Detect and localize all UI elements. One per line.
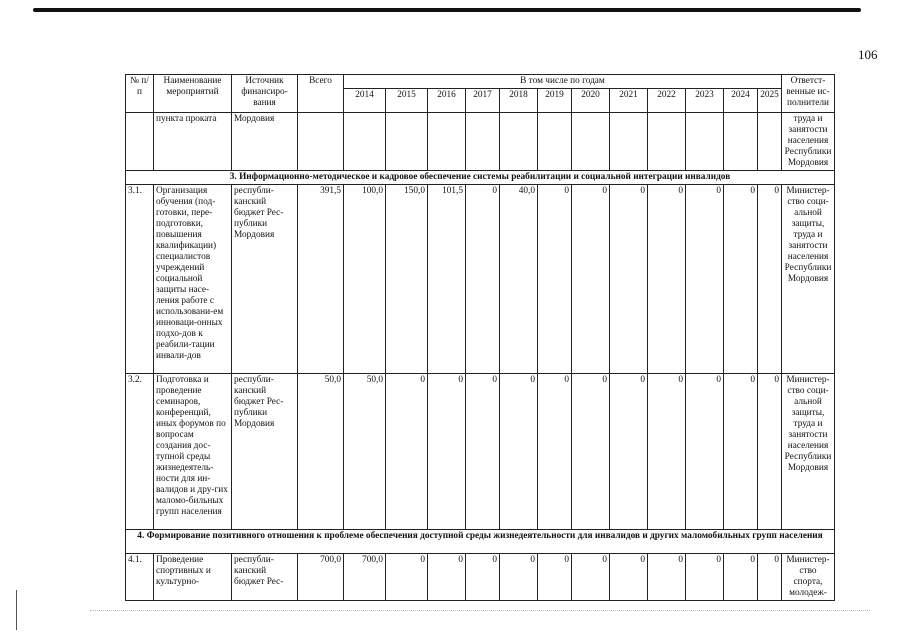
cell-year-value: 0 xyxy=(648,554,686,601)
carry-over-row xyxy=(126,113,835,171)
cell-num xyxy=(126,113,154,171)
cell-year-value: 100,0 xyxy=(344,185,386,374)
header-total: Всего xyxy=(298,75,344,113)
cell-year-value: 0 xyxy=(572,374,610,530)
scan-edge-line xyxy=(16,590,17,630)
cell-name: Проведение спортивных и культурно- xyxy=(154,554,232,601)
header-year: 2021 xyxy=(610,89,648,113)
header-source: Источник финансиро-вания xyxy=(232,75,298,113)
cell-year-value: 0 xyxy=(724,554,758,601)
scan-edge-bar xyxy=(33,8,861,12)
cell-year-value: 150,0 xyxy=(386,185,428,374)
cell-year-value: 0 xyxy=(386,374,428,530)
cell-responsible: Министер-ство спорта, молодеж- xyxy=(782,554,835,601)
header-year: 2024 xyxy=(724,89,758,113)
cell-year-value: 0 xyxy=(386,554,428,601)
section-header xyxy=(126,530,835,554)
cell-year-value: 0 xyxy=(648,374,686,530)
cell-year-value: 0 xyxy=(724,374,758,530)
cell-responsible: Министер-ство соци-альной защиты, труда и занятости населения Республики Мордовия xyxy=(782,185,835,374)
header-year: 2017 xyxy=(466,89,500,113)
cell-year-value: 0 xyxy=(500,554,538,601)
cell-year-value: 0 xyxy=(538,374,572,530)
cell-year-value: 101,5 xyxy=(428,185,466,374)
header-year: 2020 xyxy=(572,89,610,113)
table-row xyxy=(126,374,835,530)
header-year: 2023 xyxy=(686,89,724,113)
header-name: Наименование мероприятий xyxy=(154,75,232,113)
cell-year-value: 0 xyxy=(648,185,686,374)
header-year: 2019 xyxy=(538,89,572,113)
table-row xyxy=(126,185,835,374)
cell-total: 50,0 xyxy=(298,374,344,530)
header-year: 2022 xyxy=(648,89,686,113)
cell-source: республи-канский бюджет Рес-публики Мордовия xyxy=(232,185,298,374)
cell-year-value: 700,0 xyxy=(344,554,386,601)
header-responsible: Ответст-венные ис-полнители xyxy=(782,75,835,113)
header-by-year: В том числе по годам xyxy=(344,75,782,89)
cell-year-value: 0 xyxy=(466,554,500,601)
cell-year-value: 0 xyxy=(610,185,648,374)
cell-source: республи-канский бюджет Рес- xyxy=(232,554,298,601)
cell-total xyxy=(298,113,344,171)
header-year: 2015 xyxy=(386,89,428,113)
cell-year-value: 50,0 xyxy=(344,374,386,530)
header-row xyxy=(126,75,835,89)
cell-year-value: 0 xyxy=(758,185,782,374)
cell-year-value: 0 xyxy=(758,374,782,530)
cell-year-value: 0 xyxy=(610,374,648,530)
cell-year-value: 0 xyxy=(500,374,538,530)
cell-year-value: 40,0 xyxy=(500,185,538,374)
cell-year-value: 0 xyxy=(538,185,572,374)
scan-bottom-edge xyxy=(90,610,870,612)
cell-name: пункта проката xyxy=(154,113,232,171)
cell-year-value: 0 xyxy=(572,554,610,601)
cell-total: 391,5 xyxy=(298,185,344,374)
header-year: 2016 xyxy=(428,89,466,113)
header-year: 2018 xyxy=(500,89,538,113)
cell-year-value: 0 xyxy=(466,185,500,374)
cell-year-value: 0 xyxy=(758,554,782,601)
cell-year-value: 0 xyxy=(610,554,648,601)
cell-source: Мордовия xyxy=(232,113,298,171)
section-title: 4. Формирование позитивного отношения к проблеме обеспечения доступной среды жизнедеятельности для инвалидов и других маломобильных групп населения xyxy=(126,530,835,554)
cell-year-value: 0 xyxy=(686,554,724,601)
cell-source: республи-канский бюджет Рес-публики Мордовия xyxy=(232,374,298,530)
cell-responsible: труда и занятости населения Республики Мордовия xyxy=(782,113,835,171)
table-row xyxy=(126,554,835,601)
cell-year-value: 0 xyxy=(724,185,758,374)
header-year: 2025 xyxy=(758,89,782,113)
cell-year-value: 0 xyxy=(572,185,610,374)
header-year: 2014 xyxy=(344,89,386,113)
cell-num: 3.2. xyxy=(126,374,154,530)
cell-num: 3.1. xyxy=(126,185,154,374)
program-activities-table xyxy=(125,74,835,601)
section-header xyxy=(126,171,835,185)
page-number: 106 xyxy=(858,47,878,62)
cell-total: 700,0 xyxy=(298,554,344,601)
cell-year-value: 0 xyxy=(466,374,500,530)
cell-year-value: 0 xyxy=(428,554,466,601)
cell-year-value: 0 xyxy=(538,554,572,601)
cell-year-value: 0 xyxy=(686,185,724,374)
cell-responsible: Министер-ство соци-альной защиты, труда и занятости населения Республики Мордовия xyxy=(782,374,835,530)
header-num: № п/п xyxy=(126,75,154,113)
cell-year-value: 0 xyxy=(686,374,724,530)
cell-num: 4.1. xyxy=(126,554,154,601)
section-title: 3. Информационно-методическое и кадровое обеспечение системы реабилитации и социальной интеграции инвалидов xyxy=(126,171,835,185)
cell-name: Организация обучения (под-готовки, пере-подготовки, повышения квалификации) специалистов учреждений социальной защиты насе-ления работе с использовани-ем инноваци-онных подхо-дов к реабили-тации инвали-дов xyxy=(154,185,232,374)
cell-year-value: 0 xyxy=(428,374,466,530)
cell-name: Подготовка и проведение семинаров, конференций, иных форумов по вопросам создания дос-тупной среды жизнедеятель-ности для ин-валидов и дру-гих маломо-бильных групп населения xyxy=(154,374,232,530)
